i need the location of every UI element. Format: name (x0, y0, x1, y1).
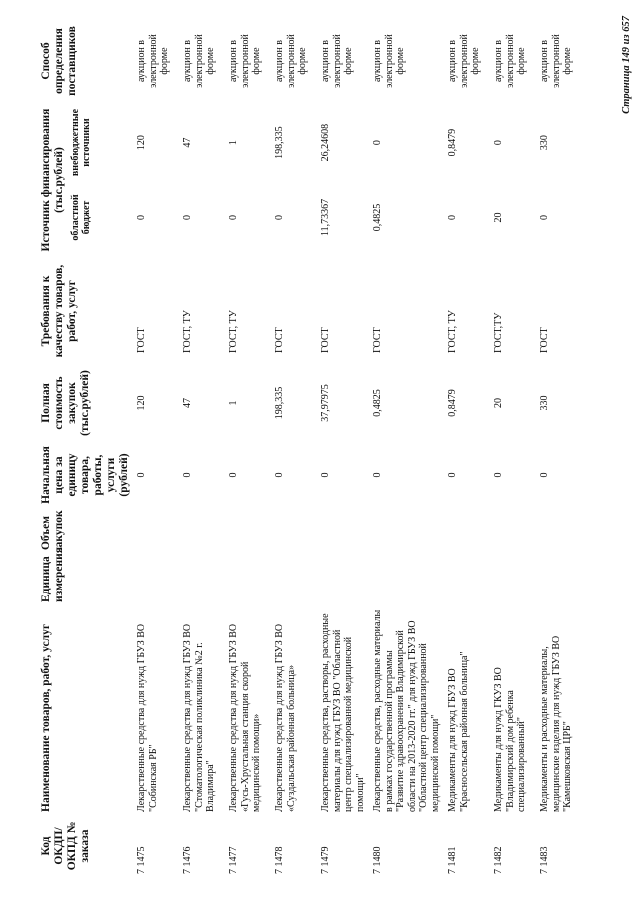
header-requirements: Требования к качеству товаров, работ, услуг (40, 264, 78, 358)
row-price: 0 (539, 472, 550, 478)
row-fin-regional: 0 (539, 214, 550, 220)
row-code-prefix: 7 (136, 869, 147, 874)
row-fin-extra: 0,8479 (447, 128, 458, 157)
table-row (444, 17, 490, 877)
row-code (225, 815, 271, 877)
row-name: Медикаменты для нужд ГБУЗ ВО "Красносельская районная больница" (447, 651, 470, 812)
row-financing (317, 105, 369, 255)
row-unit (369, 555, 444, 605)
table-row (271, 17, 317, 877)
row-volume (225, 511, 271, 555)
header-total: Полная стоимость закупок (тыс.рублей) (40, 370, 91, 436)
row-volume (490, 511, 536, 555)
row-code-prefix: 7 (274, 869, 285, 874)
row-method: аукцион в электронной форме (493, 34, 527, 88)
row-fin-regional: 0 (228, 214, 239, 220)
row-unit (133, 555, 179, 605)
row-fin-extra: 47 (182, 137, 193, 148)
row-fin-regional: 11,73367 (320, 198, 331, 237)
row-unit (490, 555, 536, 605)
row-fin-regional: 20 (493, 212, 504, 223)
row-name: Медикаменты и расходные материалы, медицинские изделия для нужд ГБУЗ ВО "Камешковская ЦРБ" (539, 635, 573, 812)
row-financing (133, 105, 179, 255)
row-fin-extra: 0 (493, 140, 504, 146)
row-total: 0,4825 (372, 389, 383, 417)
row-unit (271, 555, 317, 605)
row-requirements: ГОСТ (274, 327, 285, 353)
row-code (133, 815, 179, 877)
row-code (536, 815, 582, 877)
row-total: 198,335 (274, 386, 285, 420)
row-number: 1479 (320, 846, 331, 867)
row-total: 37,97975 (320, 384, 331, 422)
header-fin-regional: областной бюджет (70, 194, 92, 241)
row-method: аукцион в электронной форме (447, 34, 481, 88)
table-body (133, 17, 582, 877)
row-method: аукцион в электронной форме (320, 34, 354, 88)
header-name: Наименование товаров, работ, услуг (40, 623, 52, 812)
table-row (225, 17, 271, 877)
row-method: аукцион в электронной форме (182, 34, 216, 88)
row-fin-extra: 1 (228, 140, 239, 146)
row-code (179, 815, 225, 877)
row-number: 1476 (182, 846, 193, 867)
row-method: аукцион в электронной форме (228, 34, 262, 88)
row-number: 1483 (539, 846, 550, 867)
row-code (271, 815, 317, 877)
row-requirements: ГОСТ (372, 327, 383, 353)
row-fin-regional: 0 (274, 214, 285, 220)
row-financing (271, 105, 317, 255)
header-unit: Единица измерения (40, 547, 65, 602)
row-code-prefix: 7 (372, 869, 383, 874)
row-price: 0 (372, 472, 383, 478)
row-price: 0 (447, 472, 458, 478)
row-financing (225, 105, 271, 255)
row-name: Лекарственные средства для нужд ГБУЗ ВО "Стоматологическая поликлиника №2 г. Владимира" (182, 623, 216, 812)
row-price: 0 (182, 472, 193, 478)
row-volume (179, 511, 225, 555)
row-price: 0 (274, 472, 285, 478)
row-requirements: ГОСТ (136, 327, 147, 353)
row-method: аукцион в электронной форме (136, 34, 170, 88)
row-unit (317, 555, 369, 605)
row-unit (536, 555, 582, 605)
row-fin-regional: 0 (182, 214, 193, 220)
table-row (317, 17, 369, 877)
row-fin-extra: 0 (372, 140, 383, 146)
row-volume (317, 511, 369, 555)
row-number: 1478 (274, 846, 285, 867)
header-code: Код ОКДП/ ОКПД № заказа (40, 821, 91, 871)
row-total: 47 (182, 398, 193, 408)
row-requirements: ГОСТ,ТУ (493, 312, 504, 353)
row-price: 0 (228, 472, 239, 478)
row-name: Лекарственные средства для нужд ГБУЗ ВО «Суздальская районная больница» (274, 623, 297, 812)
row-number: 1477 (228, 846, 239, 867)
row-total: 120 (136, 395, 147, 411)
header-price: Начальная цена за единицу товара, работы, услуги (рублей) (40, 446, 130, 504)
row-code-prefix: 7 (539, 869, 550, 874)
table-row (133, 17, 179, 877)
row-name: Лекарственные средства, растворы, расходные материалы для нужд ГБУЗ ВО "Областной центр специализированной медицинской помощи" (320, 613, 366, 812)
row-code (490, 815, 536, 877)
row-name: Лекарственные средства для нужд ГБУЗ ВО "Собинская РБ" (136, 623, 159, 812)
table-row (490, 17, 536, 877)
header-method: Способ определения поставщиков (40, 26, 78, 96)
row-fin-extra: 330 (539, 135, 550, 151)
row-method: аукцион в электронной форме (539, 34, 573, 88)
row-volume (133, 511, 179, 555)
row-fin-regional: 0 (136, 214, 147, 220)
row-price: 0 (493, 472, 504, 478)
row-requirements: ГОСТ, ТУ (228, 310, 239, 353)
page-footer: Страница 149 из 657 (621, 16, 632, 114)
row-total: 330 (539, 395, 550, 411)
row-number: 1480 (372, 846, 383, 867)
row-number: 1481 (447, 846, 458, 867)
row-name: Медикаменты для нужд ГКУЗ ВО "Владимирский дом ребенка специализированный" (493, 667, 527, 812)
table-row (369, 17, 444, 877)
row-volume (271, 511, 317, 555)
row-requirements: ГОСТ, ТУ (182, 310, 193, 353)
row-unit (225, 555, 271, 605)
row-code (444, 815, 490, 877)
row-unit (179, 555, 225, 605)
row-price: 0 (136, 472, 147, 478)
row-total: 20 (493, 398, 504, 408)
row-code (369, 815, 444, 877)
row-total: 1 (228, 400, 239, 406)
row-code-prefix: 7 (182, 869, 193, 874)
row-fin-extra: 120 (136, 135, 147, 151)
row-code-prefix: 7 (320, 869, 331, 874)
row-fin-regional: 0 (447, 214, 458, 220)
row-financing (179, 105, 225, 255)
row-price: 0 (320, 472, 331, 478)
table-row (536, 17, 582, 877)
row-fin-extra: 26,24608 (320, 123, 331, 162)
row-requirements: ГОСТ, ТУ (447, 310, 458, 353)
procurement-table (38, 17, 582, 877)
header-fin-extra: внебюджетные источники (70, 108, 92, 177)
row-volume (536, 511, 582, 555)
row-total: 0,8479 (447, 389, 458, 417)
row-financing (490, 105, 536, 255)
row-volume (369, 511, 444, 555)
row-name: Лекарственные средства для нужд ГБУЗ ВО «Гусь-Хрустальная станция скорой медицинской помощи» (228, 623, 262, 812)
row-fin-extra: 198,335 (274, 126, 285, 159)
row-code-prefix: 7 (228, 869, 239, 874)
row-code (317, 815, 369, 877)
row-method: аукцион в электронной форме (274, 34, 308, 88)
table-row (179, 17, 225, 877)
row-code-prefix: 7 (447, 869, 458, 874)
row-method: аукцион в электронной форме (372, 34, 406, 88)
table-header (38, 17, 133, 877)
row-requirements: ГОСТ (320, 327, 331, 353)
row-requirements: ГОСТ (539, 327, 550, 353)
header-volume: Объем закупок (40, 510, 65, 552)
row-code-prefix: 7 (493, 869, 504, 874)
row-unit (444, 555, 490, 605)
header-financing-title: Источник финансирования (тыс.рублей) (40, 108, 65, 252)
row-number: 1482 (493, 846, 504, 867)
row-number: 1475 (136, 846, 147, 867)
row-fin-regional: 0,4825 (372, 203, 383, 232)
header-financing (38, 105, 133, 255)
row-financing (369, 105, 444, 255)
row-name: Лекарственные средства, расходные материалы в рамках государственной программы "Развитие здравоохранения Владимирской области на 2013-2020 гг." для нужд ГБУЗ ВО "Областной центр специализированной медицинской помощи" (372, 609, 441, 812)
row-financing (444, 105, 490, 255)
row-financing (536, 105, 582, 255)
row-volume (444, 511, 490, 555)
